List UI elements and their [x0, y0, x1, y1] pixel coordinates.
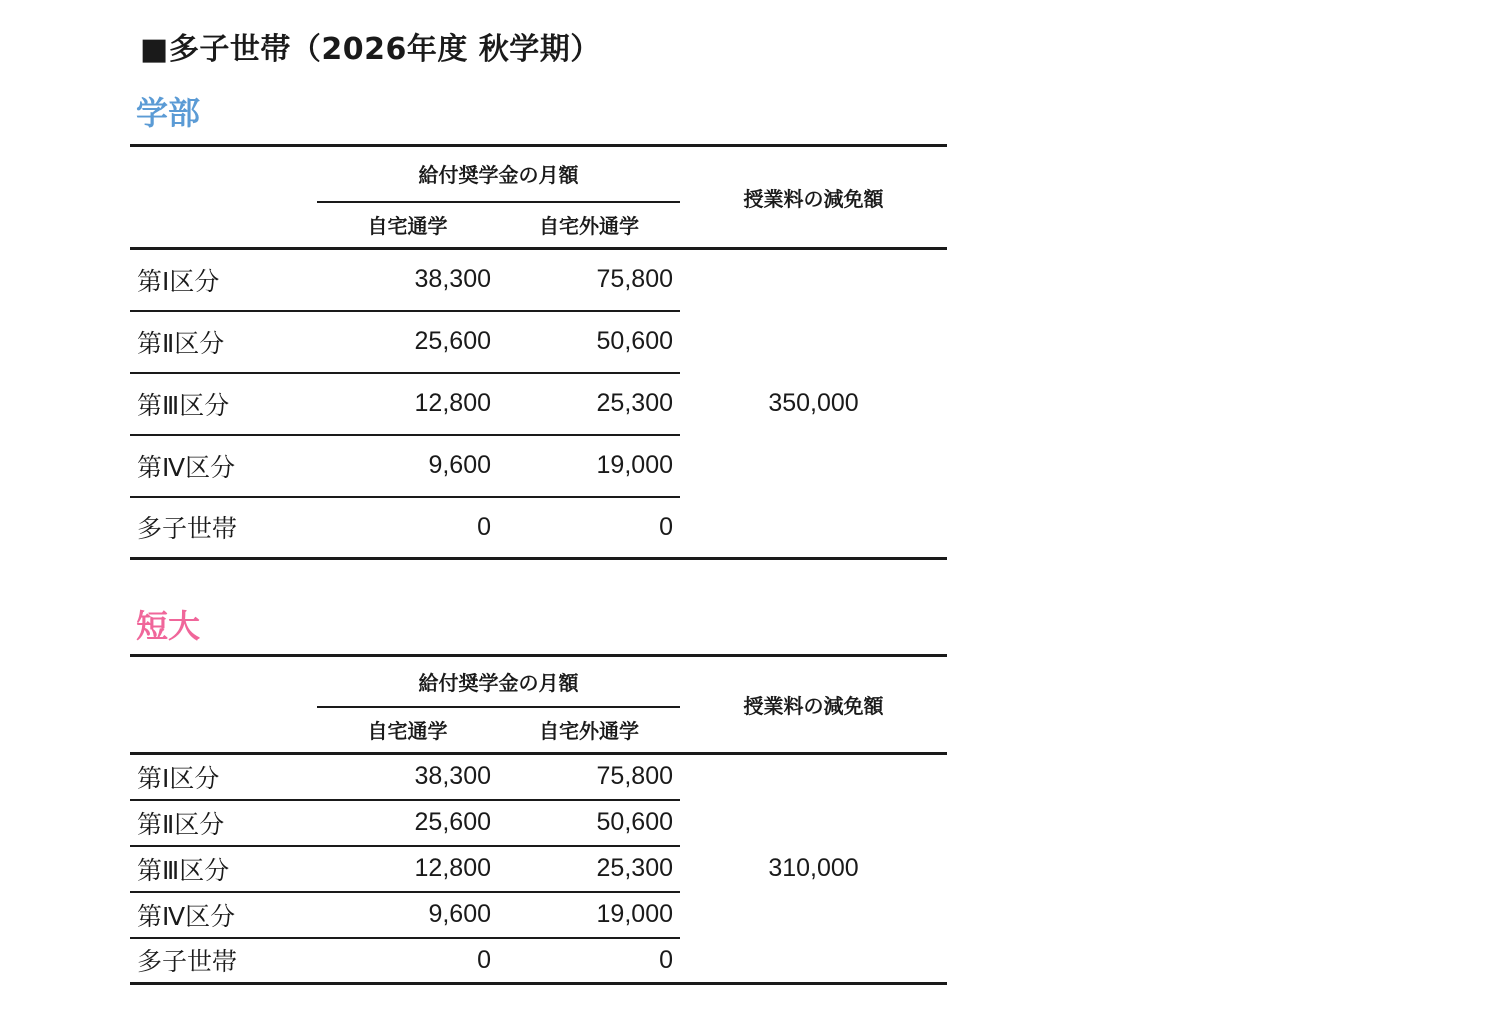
away-amount: 19,000: [498, 435, 680, 497]
row-label: 第Ⅲ区分: [130, 373, 317, 435]
header-away-commute: 自宅外通学: [498, 202, 680, 249]
away-amount: 0: [498, 497, 680, 559]
away-amount: 75,800: [498, 249, 680, 311]
row-label: 多子世帯: [130, 938, 317, 984]
home-amount: 38,300: [317, 249, 498, 311]
header-empty-cell: [130, 202, 317, 249]
row-label: 第Ⅰ区分: [130, 249, 317, 311]
home-amount: 9,600: [317, 435, 498, 497]
home-amount: 38,300: [317, 754, 498, 800]
home-amount: 9,600: [317, 892, 498, 938]
section-title-undergraduate: 学部: [136, 94, 201, 132]
away-amount: 50,600: [498, 800, 680, 846]
away-amount: 19,000: [498, 892, 680, 938]
undergraduate-fee-table: [130, 144, 947, 560]
header-tuition-reduction: 授業料の減免額: [680, 146, 947, 249]
away-amount: 0: [498, 938, 680, 984]
table-row: [130, 754, 947, 800]
page-title: ■多子世帯（2026年度 秋学期）: [140, 32, 601, 67]
row-label: 第Ⅳ区分: [130, 435, 317, 497]
row-label: 第Ⅱ区分: [130, 800, 317, 846]
away-amount: 50,600: [498, 311, 680, 373]
tuition-reduction-amount: 310,000: [680, 754, 947, 984]
home-amount: 25,600: [317, 311, 498, 373]
row-label: 多子世帯: [130, 497, 317, 559]
header-home-commute: 自宅通学: [317, 707, 498, 754]
section-title-junior-college: 短大: [136, 607, 201, 645]
header-empty-cell: [130, 146, 317, 202]
header-home-commute: 自宅通学: [317, 202, 498, 249]
header-empty-cell: [130, 707, 317, 754]
away-amount: 75,800: [498, 754, 680, 800]
row-label: 第Ⅳ区分: [130, 892, 317, 938]
header-monthly-scholarship: 給付奨学金の月額: [317, 656, 680, 707]
home-amount: 12,800: [317, 373, 498, 435]
header-monthly-scholarship: 給付奨学金の月額: [317, 146, 680, 202]
home-amount: 12,800: [317, 846, 498, 892]
header-tuition-reduction: 授業料の減免額: [680, 656, 947, 754]
home-amount: 0: [317, 938, 498, 984]
junior-college-fee-table: [130, 654, 947, 985]
tuition-reduction-amount: 350,000: [680, 249, 947, 559]
row-label: 第Ⅲ区分: [130, 846, 317, 892]
home-amount: 0: [317, 497, 498, 559]
away-amount: 25,300: [498, 373, 680, 435]
row-label: 第Ⅱ区分: [130, 311, 317, 373]
row-label: 第Ⅰ区分: [130, 754, 317, 800]
home-amount: 25,600: [317, 800, 498, 846]
header-away-commute: 自宅外通学: [498, 707, 680, 754]
header-empty-cell: [130, 656, 317, 707]
away-amount: 25,300: [498, 846, 680, 892]
table-row: [130, 249, 947, 311]
